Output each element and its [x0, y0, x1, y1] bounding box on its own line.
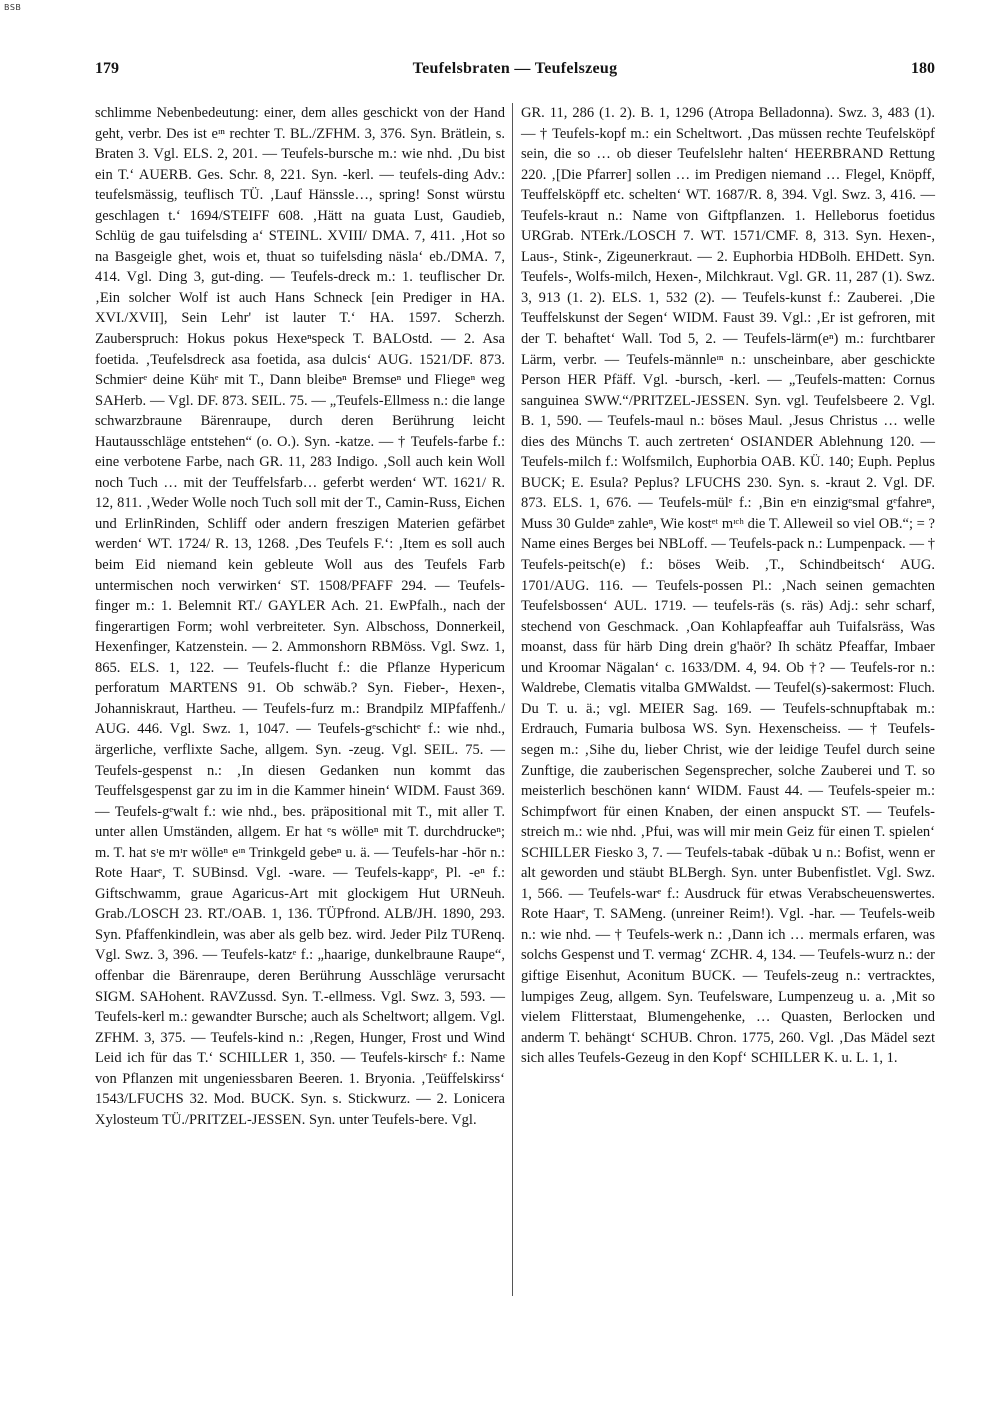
- column-divider: [512, 103, 513, 1296]
- running-title: Teufelsbraten — Teufelszeug: [412, 60, 618, 77]
- right-column-text: GR. 11, 286 (1. 2). B. 1, 1296 (Atropa Belladonna). Swz. 3, 483 (1). — † Teufels-kopf m.: ein Scheltwort. ‚Das müssen rechte Teufelsköpf sein, die so … ob dieser Teufelslehr halten‘ HEERBRAND Rettung 220. ‚[Die Pfarrer] sollen … im Predigen niemand … Flegel, Knöpff, Teuffelsköpff etc. schelten‘ WT. 1687/R. 8, 394. Vgl. Swz. 3, 416. — Teufels-kraut n.: Name von Giftpflanzen. 1. Helleborus foetidus URGrab. NTErk./LOSCH 7. WT. 1571/CMF. 8, 313. Syn. Hexen-, Laus-, Stink-, Zigeunerkraut. — 2. Euphorbia HDBolh. EHDett. Syn. Teufels-, Wolfs-milch, Hexen-, Milchkraut. Vgl. GR. 11, 287 (1). Swz. 3, 913 (1. 2). ELS. 1, 532 (2). — Teufels-kunst f.: Zauberei. ‚Die Teuffelskunst der Segen‘ WIDM. Faust 39. Vgl.: ‚Er ist gefroren, mit der T. behaftet‘ Wall. Tod 5, 2. — Teufels-lärm(eⁿ) m.: furchtbarer Lärm, verbr. — Teufels-männleᶦⁿ n.: unscheinbare, aber geschickte Person HER Pfäff. Vgl. -bursch, -kerl. — „Teufels-matten: Cornus sanguinea SWW.“/PRITZEL-JESSEN. Syn. vgl. Teufelsbeere 2. Vgl. B. 1, 590. — Teufels-maul n.: böses Maul. ‚Jesus Christus … welle dies des Münchs T. auch zertreten‘ OSIANDER Ablehnung 120. — Teufels-milch f.: Wolfsmilch, Euphorbia OAB. KÜ. 140; Euph. Peplus BUCK; E. Esula? Peplus? LFUCHS 230. Syn. s. -kraut 2. Vgl. DF. 873. ELS. 1, 676. — Teufels-mülᵉ f.: ‚Bin eᶦn einzigᵉsmal gᵉfahreⁿ, Muss 30 Guldeⁿ zahleⁿ, Wie kostᵉᵗ mᶦᶜʰ die T. Alleweil so viel OB.“; = ? Name eines Berges bei NBLoff. — Teufels-pack n.: Lumpenpack. — † Teufels-peitsch(e) f.: böses Weib. ‚T., Schindbeitsch‘ AUG. 1701/AUG. 116. — Teufels-possen Pl.: ‚Nach seinen gemachten Teufelsbossen‘ AUL. 1719. — teufels-räs (s. räs) Adj.: sehr scharf, stechend von Geschmack. ‚Oan Kohlapfeaffar auh Tuifalsräss, Was moanst, dass für härb Ding drein g'haör? Ih schätz Pfeaffar, Imbaer und Kroomar Nägalan‘ c. 1633/DM. 4, 94. Ob †? — Teufels-ror n.: Waldrebe, Clematis vitalba GMWaldst. — Teufel(s)-sakermost: Fluch. Du T. u. ä.; vgl. MEIER Sag. 169. — Teufels-schnupftabak m.: Erdrauch, Fumaria bulbosa WS. Syn. Hexenscheiss. — † Teufels-segen m.: ‚Sihe du, lieber Christ, wie der leidige Teufel durch seine Zunftige, die zauberischen Segensprecher, solche Zauberei und T. so meisterlich beschönen kann‘ WIDM. Faust 44. — Teufels-speier m.: Schimpfwort für einen Knaben, der einen anspuckt ST. — Teufels-streich m.: wie nhd. ‚Pfui, was will mir mein Geiz für einen T. spielen‘ SCHILLER Fiesko 3, 7. — Teufels-tabak -dūbak ꭒ n.: Bofist, wenn er alt geworden und stäubt BLBergh. Syn. unter Bubenfistlet. Vgl. Swz. 1, 566. — Teufels-warᵉ f.: Ausdruck für etwas Verabscheuenswertes. Rote Haarᵉ, T. SAMeng. (unreiner Reim!). Vgl. -har. — Teufels-weib n.: wie nhd. — † Teufels-werk n.: ‚Dann ich … mermals erfaren, was solchs Gespenst und T. vermag‘ ZCHR. 4, 134. — Teufels-wurz n.: der giftige Eisenhut, Aconitum BUCK. — Teufels-zeug n.: vertracktes, lumpiges Zeug, allgem. Syn. Teufelsware, Lumpenzeug u. a. ‚Mit so vielem Flitterstaat, Blumengehenke, … Quasten, Berlocken und anderm T. behängt‘ SCHUB. Chron. 1775, 260. Vgl. ‚Das Mädel sezt sich alles Teufels-Gezeug in den Kopf‘ SCHILLER K. u. L. 1, 1.: [521, 105, 935, 1067]
- page-number-left: 179: [95, 60, 119, 77]
- page-number-right: 180: [911, 60, 935, 77]
- left-column-text: schlimme Nebenbedeutung: einer, dem alles geschickt von der Hand geht, verbr. Des ist eᶦⁿ rechter T. BL./ZFHM. 3, 376. Syn. Brätlein, s. Braten 3. Vgl. ELS. 2, 201. — Teufels-bursche m.: wie nhd. ‚Du bist ein T.‘ AUERB. Ges. Schr. 8, 221. Syn. -kerl. — teufels-ding Adv.: teufelsmässig, teuflisch TÜ. ‚Lauf Hänssle…, spring! Sonst würstu geschlagen t.‘ 1694/STEIFF 608. ‚Hätt na guata Lust, Gaudieb, Schlüg de gau tuifelsding a‘ STEINL. XVIII/ DMA. 7, 411. ‚Hot so na Basgeigle ghet, wois et, thuat so tuifelsding näsla‘ eb./DMA. 7, 414. Vgl. Ding 3, gut-ding. — Teufels-dreck m.: 1. teuflischer Dr. ‚Ein solcher Wolf ist auch Hans Schneck [ein Prediger in HA. XVI./XVII], Sein Lehr' ist lauter T.‘ HA. 1597. Scherzh. Zauberspruch: Hokus pokus Hexeⁿspeck T. BALOstd. — 2. Asa foetida. ‚Teufelsdreck asa foetida, asa dulcis‘ AUG. 1521/DF. 873. Schmierᵉ deine Kühᵉ mit T., Dann bleibeⁿ Bremseⁿ und Fliegeⁿ weg SAHerb. — Vgl. DF. 873. SEIL. 75. — „Teufels-Ellmess n.: die lange schwarzbraune Bärenraupe, durch deren Berührung leicht Hautausschläge entstehen“ (o. O.). Syn. -katze. — † Teufels-farbe f.: eine verbotene Farbe, nach GR. 11, 283 Indigo. ‚Soll auch kein Woll noch Tuch … mit der Teuffelsfarb… geferbt werden‘ WT. 1621/ R. 12, 811. ‚Weder Wolle noch Tuch soll mit der T., Camin-Russ, Eichen und ErlinRinden, Schliff oder andern freszigen Materien gefärbet werden‘ WT. 1724/ R. 13, 1268. ‚Des Teufels F.‘: ‚Item es soll auch beim Eid niemand kein gebleute Woll aus des Teufels Farb untermischen noch verwirken‘ ST. 1508/PFAFF 294. — Teufels-finger m.: 1. Belemnit RT./ GAYLER Ach. 21. EwPfalh., nach der fingerartigen Form; wohl verbreiteter. Syn. Albschoss, Donnerkeil, Hexenfinger, Katzenstein. — 2. Ammonshorn RBMöss. Vgl. Swz. 1, 865. ELS. 1, 122. — Teufels-flucht f.: die Pflanze Hypericum perforatum MARTENS 91. Ob schwäb.? Syn. Fieber-, Hexen-, Johanniskraut, Hartheu. — Teufels-furz m.: Brandpilz MIPfaffenh./ AUG. 446. Vgl. Swz. 1, 1047. — Teufels-gᵉschichtᵉ f.: wie nhd., ärgerliche, verflixte Sache, allgem. Syn. -zeug. Vgl. SEIL. 75. — Teufels-gespenst n.: ‚In diesen Gedanken nun kommt das Teuffelsgespenst gar zu im in die Kammer hinein‘ WIDM. Faust 369. — Teufels-gᵉwalt f.: wie nhd., bes. präpositional mit T., mit aller T. unter allen Umständen, allgem. Er hat ᵉs wölleⁿ mit T. durchdruckeⁿ; m. T. hat sᶦe mᶦr wölleⁿ eᶦⁿ Trinkgeld gebeⁿ u. ä. — Teufels-har -hōr n.: Rote Haarᵉ, T. SUBinsd. Vgl. -ware. — Teufels-kappᵉ, Pl. -eⁿ f.: Giftschwamm, graue Agaricus-Art mit glockigem Hut URNeuh. Grab./LOSCH 23. RT./OAB. 1, 136. TÜPfrond. ALB/JH. 1890, 293. Syn. Pfaffenkindlein, was aber als gelb bez. wird. Jeder Pilz TURenq. Vgl. Swz. 3, 396. — Teufels-katzᵉ f.: „haarige, dunkelbraune Raupe“, offenbar die Bärenraupe, deren Berührung Ausschläge verursacht SIGM. SAHohent. RAVZussd. Syn. T.-ellmess. Vgl. Swz. 3, 593. — Teufels-kerl m.: gewandter Bursche; auch als Scheltwort; allgem. Vgl. ZFHM. 3, 375. — Teufels-kind n.: ‚Regen, Hunger, Frost und Wind Leid ich für das T.‘ SCHILLER 1, 350. — Teufels-kirschᵉ f.: Name von Pflanzen mit ungeniessbaren Beeren. 1. Bryonia. ‚Teüffelskirss‘ 1543/LFUCHS 32. Mod. BUCK. Syn. s. Stickwurz. — 2. Lonicera Xylosteum TÜ./PRITZEL-JESSEN. Syn. unter Teufels-bere. Vgl.: [95, 105, 505, 1128]
- page-header: [95, 60, 935, 86]
- library-mark: BSB: [4, 3, 22, 12]
